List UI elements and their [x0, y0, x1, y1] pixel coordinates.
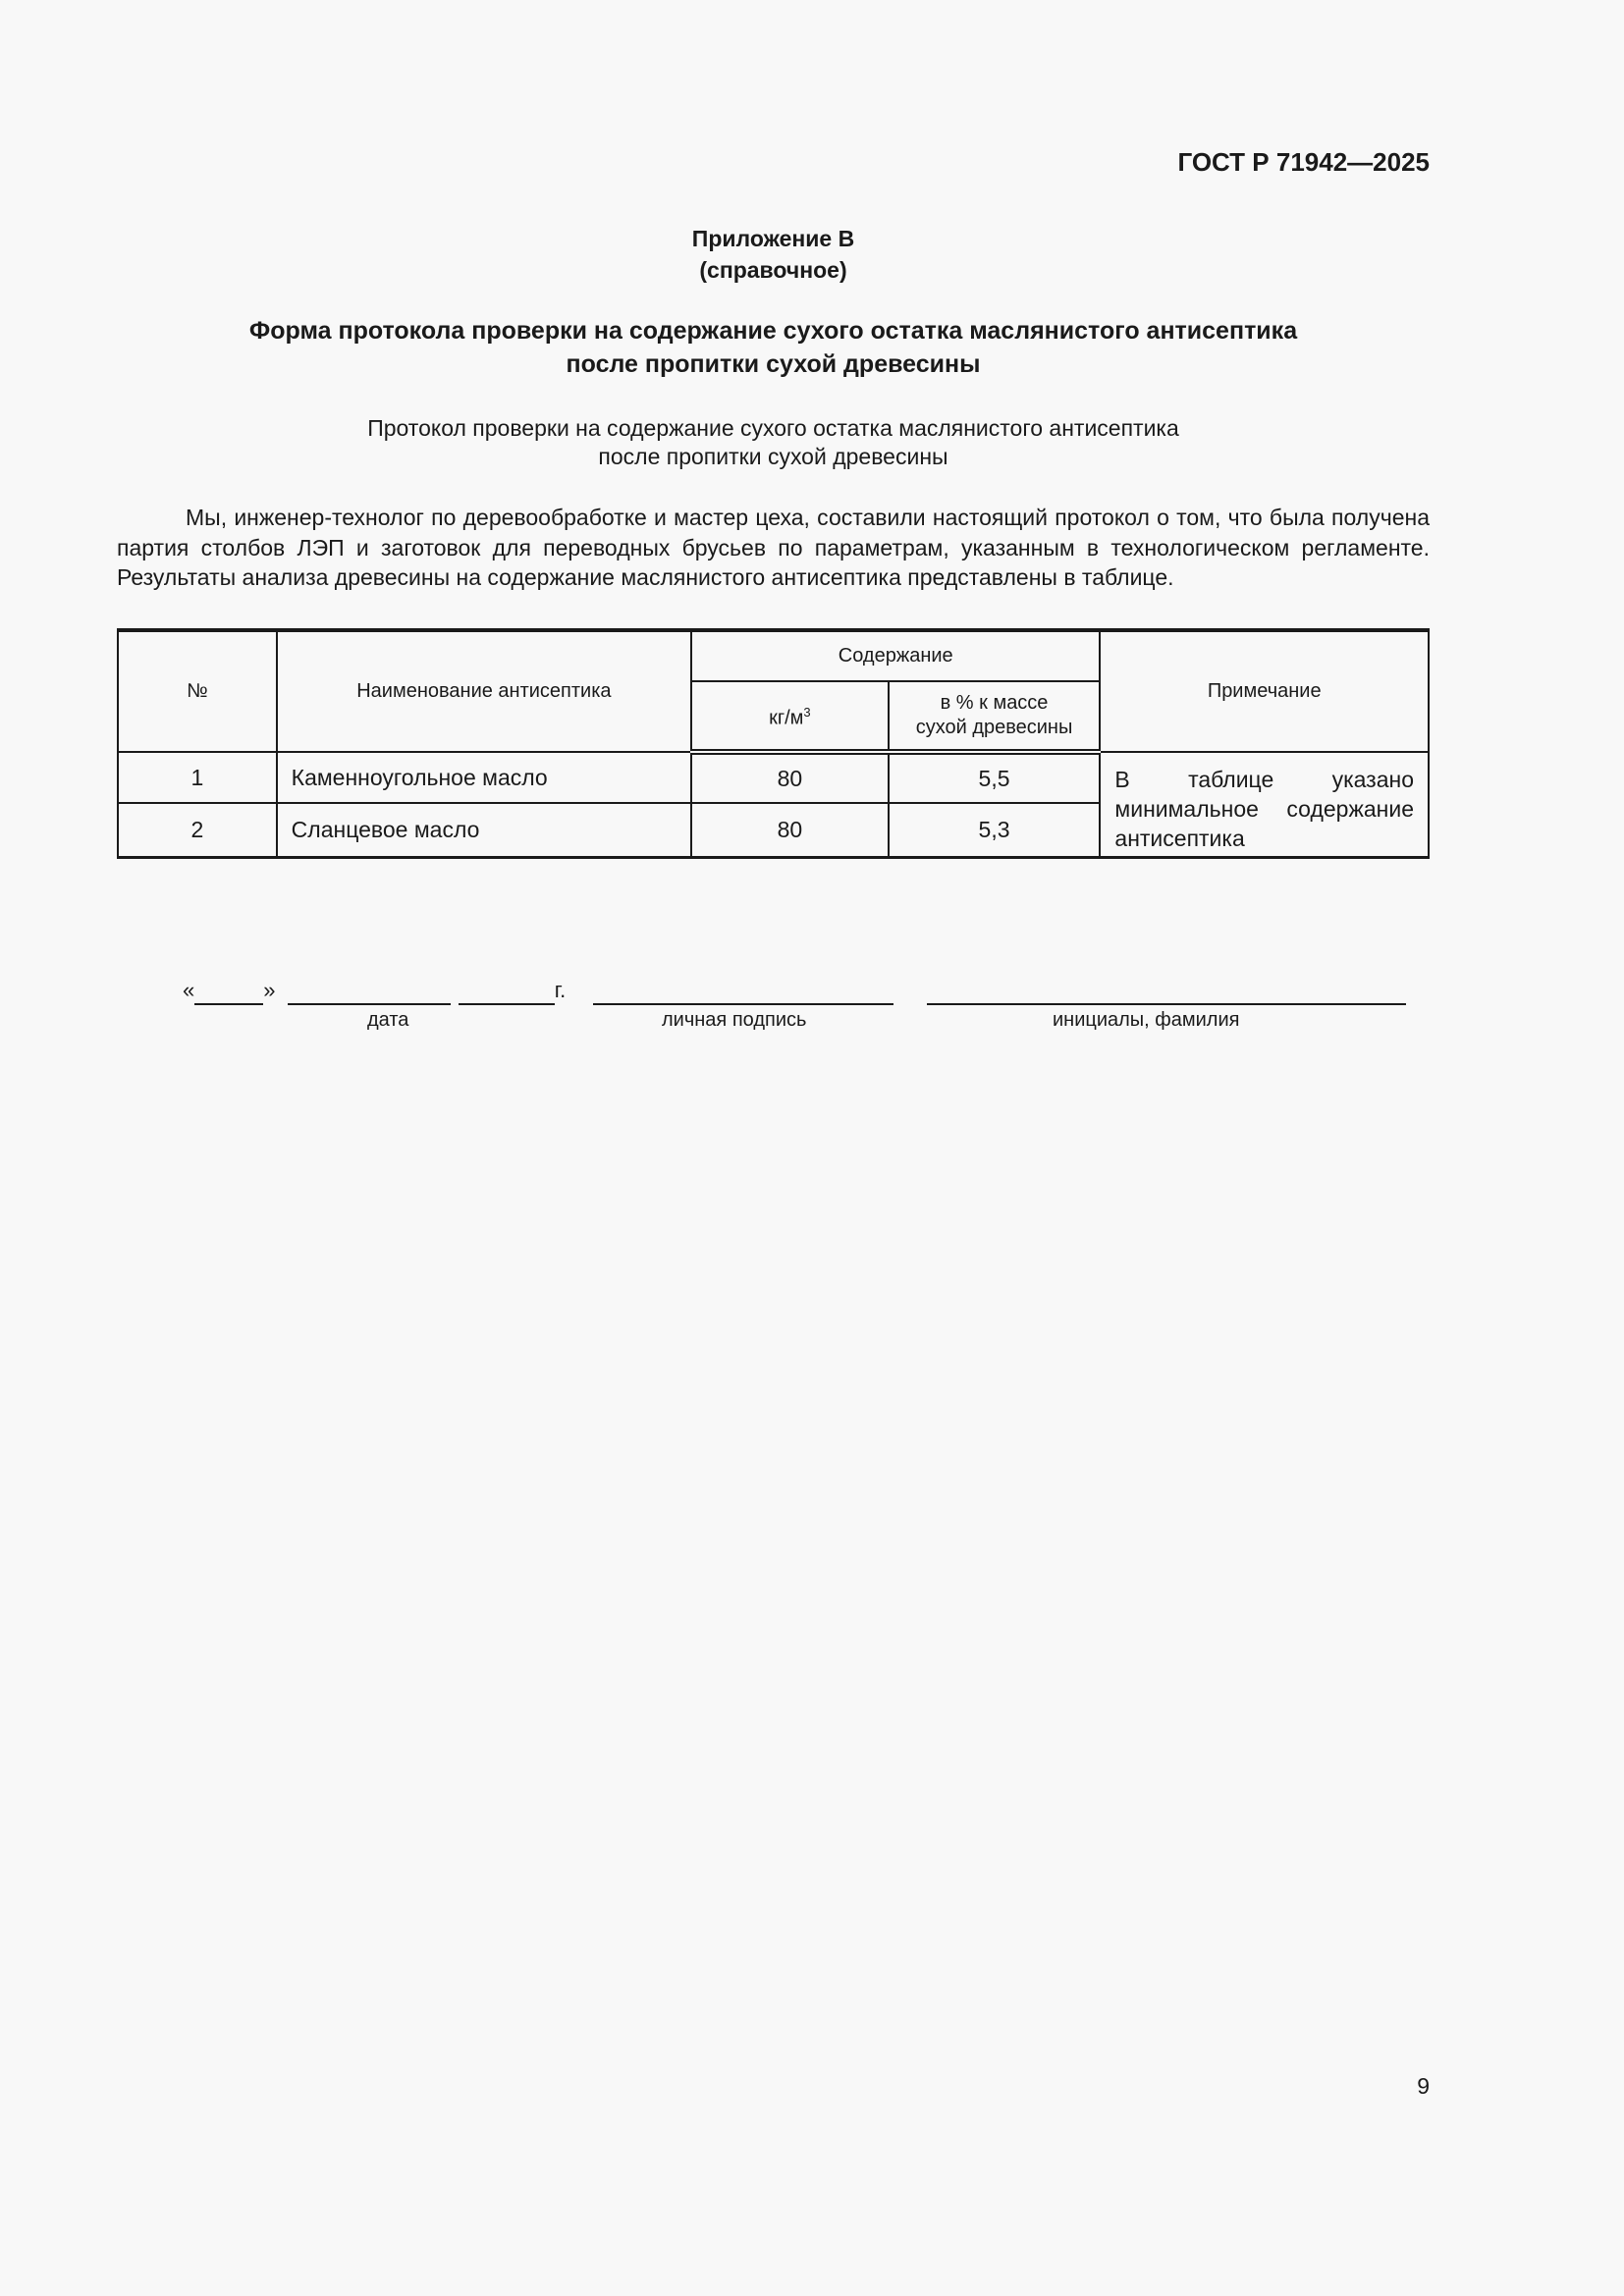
name-blank[interactable] — [927, 978, 1406, 1005]
header-name: Наименование антисептика — [277, 630, 691, 752]
protocol-title-line1: Протокол проверки на содержание сухого остатка маслянистого антисептика — [367, 415, 1179, 441]
row-pct: 5,3 — [889, 803, 1101, 857]
day-blank[interactable] — [194, 978, 263, 1005]
signature-line — [183, 978, 1406, 1005]
header-kg-sup: 3 — [803, 705, 811, 721]
header-kg-text: кг/м — [769, 707, 804, 729]
table-row — [118, 752, 1429, 803]
row-num: 1 — [118, 752, 277, 803]
header-pct-line2: сухой древесины — [915, 717, 1073, 738]
row-kg: 80 — [691, 752, 889, 803]
appendix-title: Приложение В — [691, 226, 855, 251]
form-title-line1: Форма протокола проверки на содержание сухого остатка маслянистого антисептика — [248, 317, 1298, 345]
row-num: 2 — [118, 803, 277, 857]
row-name: Каменноугольное масло — [277, 752, 691, 803]
appendix-kind: (справочное) — [699, 257, 847, 283]
close-quote: » — [263, 978, 276, 1002]
header-num: № — [118, 630, 277, 752]
month-blank[interactable] — [288, 978, 451, 1005]
name-label: инициалы, фамилия — [1053, 1009, 1240, 1031]
row-pct: 5,5 — [889, 752, 1101, 803]
intro-paragraph: Мы, инженер-технолог по деревообработке и мастер цеха, составили настоящий протокол о том, что была получена партия столбов ЛЭП и заготовок для переводных брусьев по параметрам, указанным в технологическом регламенте. Результаты анализа древесины на содержание маслянистого антисептика представлены в таблице. — [117, 505, 1430, 590]
header-pct — [889, 681, 1101, 752]
row-note: В таблице указано минимальное содержание антисептика — [1100, 752, 1429, 857]
form-title-line2: после пропитки сухой древесины — [566, 350, 981, 378]
year-suffix: г. — [554, 978, 567, 1002]
header-kg — [691, 681, 889, 752]
open-quote: « — [183, 978, 195, 1002]
year-blank[interactable] — [459, 978, 555, 1005]
row-kg: 80 — [691, 803, 889, 857]
date-label: дата — [367, 1009, 409, 1031]
signature-label: личная подпись — [662, 1009, 807, 1031]
row-name: Сланцевое масло — [277, 803, 691, 857]
protocol-title-line2: после пропитки сухой древесины — [598, 444, 948, 469]
results-table — [117, 628, 1430, 859]
header-content: Содержание — [691, 630, 1100, 681]
standard-number: ГОСТ Р 71942—2025 — [1177, 147, 1430, 177]
header-note: Примечание — [1100, 630, 1429, 752]
page-number: 9 — [1417, 2073, 1430, 2099]
signature-blank[interactable] — [593, 978, 893, 1005]
header-pct-line1: в % к массе — [940, 692, 1049, 714]
